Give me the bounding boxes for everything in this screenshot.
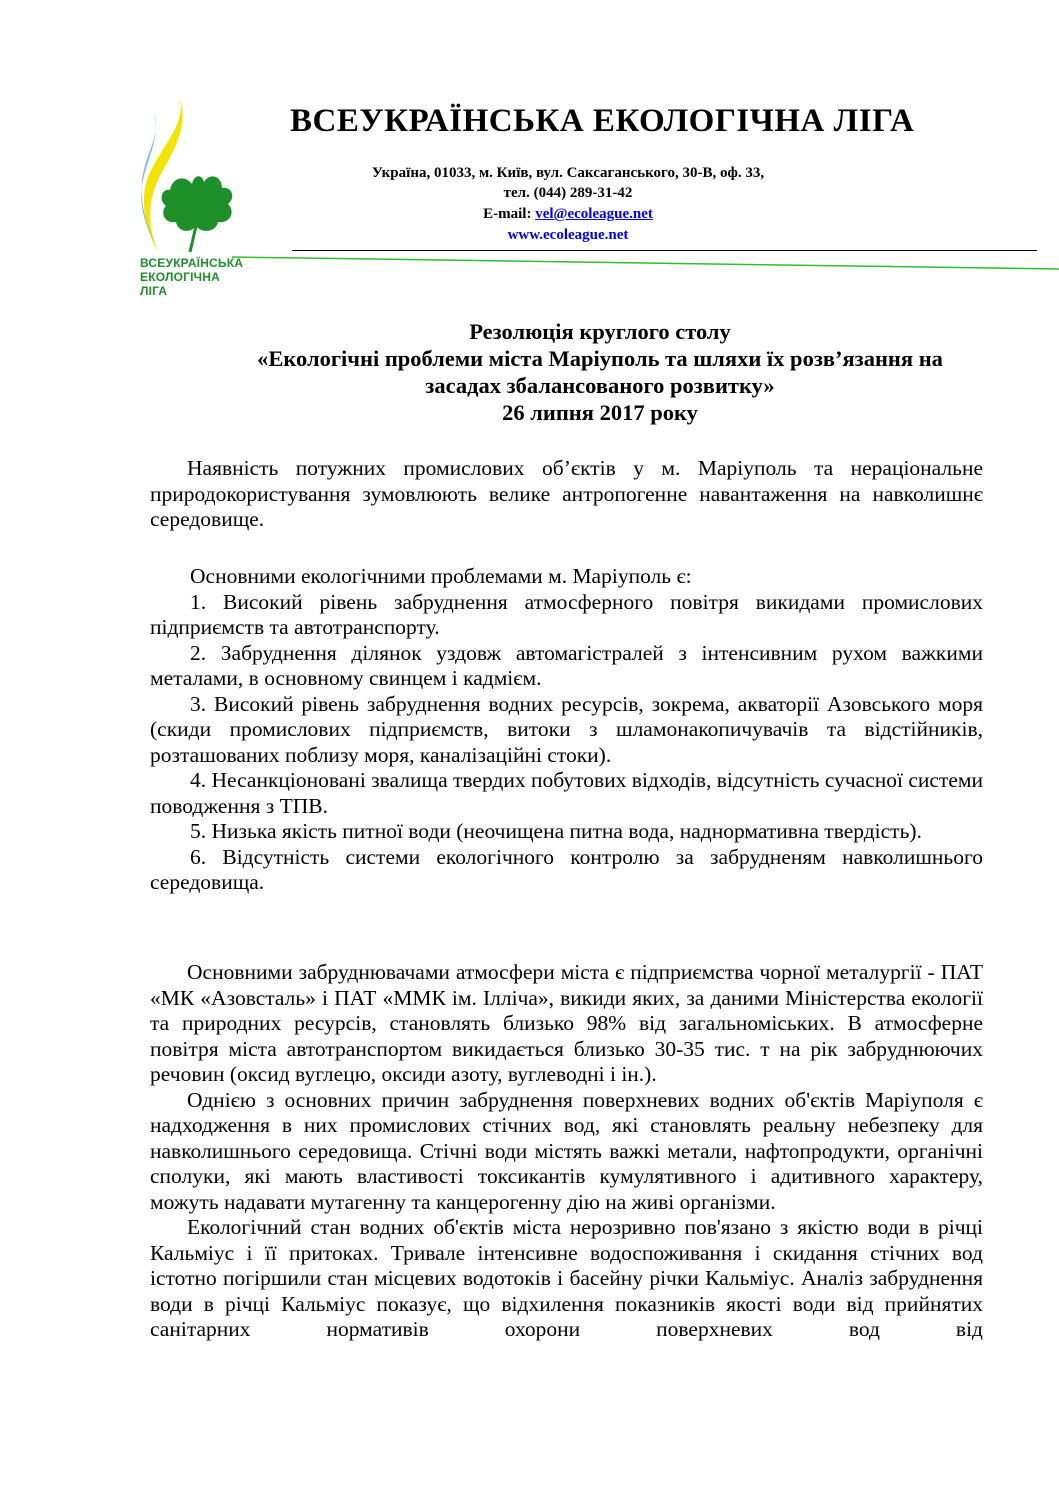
resolution-date: 26 липня 2017 року: [502, 400, 698, 425]
list-item: 3. Високий рівень забруднення водних ресурсів, зокрема, акваторії Азовського моря (скиди промислових підприємств, витоки з шламонакопичувачів та відстійників, розташованих поблизу моря, каналізаційні стоки).: [150, 691, 983, 767]
email-label: E-mail:: [483, 206, 532, 222]
water-pollution-paragraph: Однією з основних причин забруднення поверхневих водних об'єктів Маріуполя є надходження в них промислових стічних вод, які становлять реальну небезпеку для навколишнього середовища. Стічні води містять важкі метали, нафтопродукти, органічні сполуки, які мають властивості токсикантів кумулятивного і адитивного характеру, можуть надавати мутагенну та канцерогенну дію на живі організми.: [150, 1087, 983, 1214]
air-pollution-paragraph: Основними забруднювачами атмосфери міста є підприємства чорної металургії - ПАТ «МК «Азовсталь» і ПАТ «ММК ім. Ілліча», викиди яких, за даними Міністерства екології та природних ресурсів, становлять близько 98% від загальноміських. В атмосферне повітря міста автотранспортом викидається близько 30-35 тис. т на рік забруднюючих речовин (оксид вуглецю, оксиди азоту, вуглеводні і ін.). Однією з основних причин забруднення поверхневих водних об'єктів Маріуполя є надходження в них промислових стічних вод, які становлять реальну небезпеку для навколишнього середовища. Стічні води містять важкі метали, нафтопродукти, органічні сполуки, які мають властивості токсикантів кумулятивного і адитивного характеру, можуть надавати мутагенну та канцерогенну дію на живі організми. Екологічний стан водних об'єктів міста нерозривно пов'язано з якістю води в річці Кальміус і її притоках. Тривале інтенсивне водоспоживання і скидання стічних вод істотно погіршили стан місцевих водотоків і басейну річки Кальміус. Аналіз забруднення води в річці Кальміус показує, що відхилення показників якості води від прийнятих санітарних нормативів охорони поверхневих вод від: [150, 960, 983, 1341]
resolution-subtitle-1: «Екологічні проблеми міста Маріуполь та шляхи їх розв’язання на: [257, 346, 943, 371]
list-item: 5. Низька якість питної води (неочищена питна вода, наднормативна твердість).: [190, 819, 922, 843]
leaf-emblem-icon: [132, 92, 272, 257]
resolution-title: Резолюція круглого столу: [469, 319, 731, 344]
river-paragraph: Екологічний стан водних об'єктів міста нерозривно пов'язано з якістю води в річці Кальміус і її притоках. Тривале інтенсивне водоспоживання і скидання стічних вод істотно погіршили стан місцевих водотоків і басейну річки Кальміус. Аналіз забруднення води в річці Кальміус показує, що відхилення показників якості води від прийнятих санітарних нормативів охорони поверхневих вод від: [150, 1215, 983, 1341]
green-divider: [232, 255, 1059, 271]
email-link[interactable]: vel@ecoleague.net: [535, 206, 653, 222]
header-divider: [292, 250, 1037, 251]
list-item: 4. Несанкціоновані звалища твердих побутових відходів, відсутність сучасної системи поводження з ТПВ.: [150, 768, 983, 818]
problems-section: [150, 564, 983, 896]
league-logo: [132, 92, 272, 312]
resolution-subtitle-2: засадах збалансованого розвитку»: [425, 373, 775, 398]
organization-name: ВСЕУКРАЇНСЬКА ЕКОЛОГІЧНА ЛІГА: [290, 103, 915, 139]
list-item: 2. Забруднення ділянок уздовж автомагістралей з інтенсивним рухом важкими металами, в основному свинцем і кадмієм.: [150, 640, 983, 690]
website-link[interactable]: www.ecoleague.net: [507, 227, 629, 243]
email-line: [300, 206, 836, 223]
list-item: 1. Високий рівень забруднення атмосферного повітря викидами промислових підприємств та автотранспорту.: [150, 589, 983, 639]
address-line: Україна, 01033, м. Київ, вул. Саксаганського, 30-В, оф. 33,: [371, 165, 765, 181]
phone-line: тел. (044) 289-31-42: [503, 185, 633, 201]
problems-lead: Основними екологічними проблемами м. Маріуполь є:: [190, 564, 692, 588]
logo-wordmark: ВСЕУКРАЇНСЬКА ЕКОЛОГІЧНА ЛІГА: [140, 256, 244, 298]
list-item: 6. Відсутність системи екологічного контролю за забрудненям навколишнього середовища.: [150, 844, 983, 894]
intro-paragraph: Наявність потужних промислових об’єктів у м. Маріуполь та нераціональне природокористування зумовлюють велике антропогенне навантаження на навколишнє середовище.: [150, 456, 983, 531]
